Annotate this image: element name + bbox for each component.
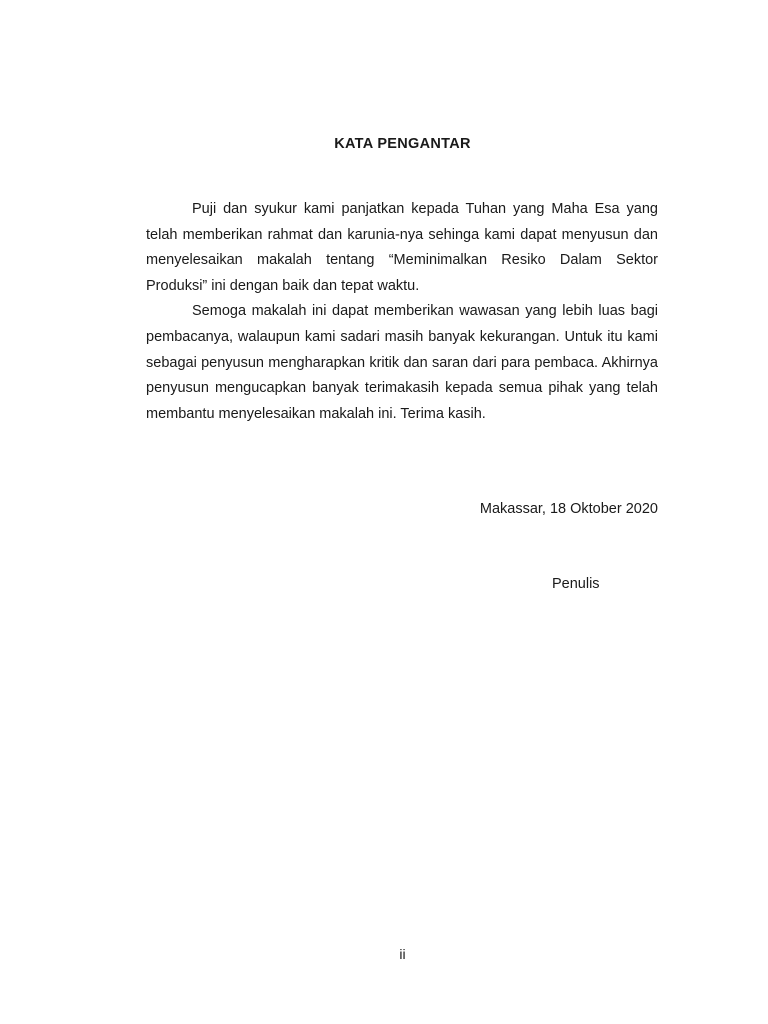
paragraph-2: Semoga makalah ini dapat memberikan wawasan yang lebih luas bagi pembacanya, walaupun kami sadari masih banyak kekurangan. Untuk itu kami sebagai penyusun mengharapkan kritik dan saran dari para pembaca. Akhirnya penyusun mengucapkan banyak terimakasih kepada semua pihak yang telah membantu menyelesaikan makalah ini. Terima kasih. <box>146 303 658 422</box>
page-number: ii <box>399 946 406 962</box>
paragraph-1: Puji dan syukur kami panjatkan kepada Tuhan yang Maha Esa yang telah memberikan rahmat dan karunia-nya sehinga kami dapat menyusun dan menyelesaikan makalah tentang “Meminimalkan Resiko Dalam Sektor Produksi” ini dengan baik dan tepat waktu. <box>146 201 658 294</box>
page-title: KATA PENGANTAR <box>334 136 471 152</box>
place-date: Makassar, 18 Oktober 2020 <box>479 501 658 517</box>
author-signature: Penulis <box>552 576 600 592</box>
body-text <box>146 197 658 427</box>
